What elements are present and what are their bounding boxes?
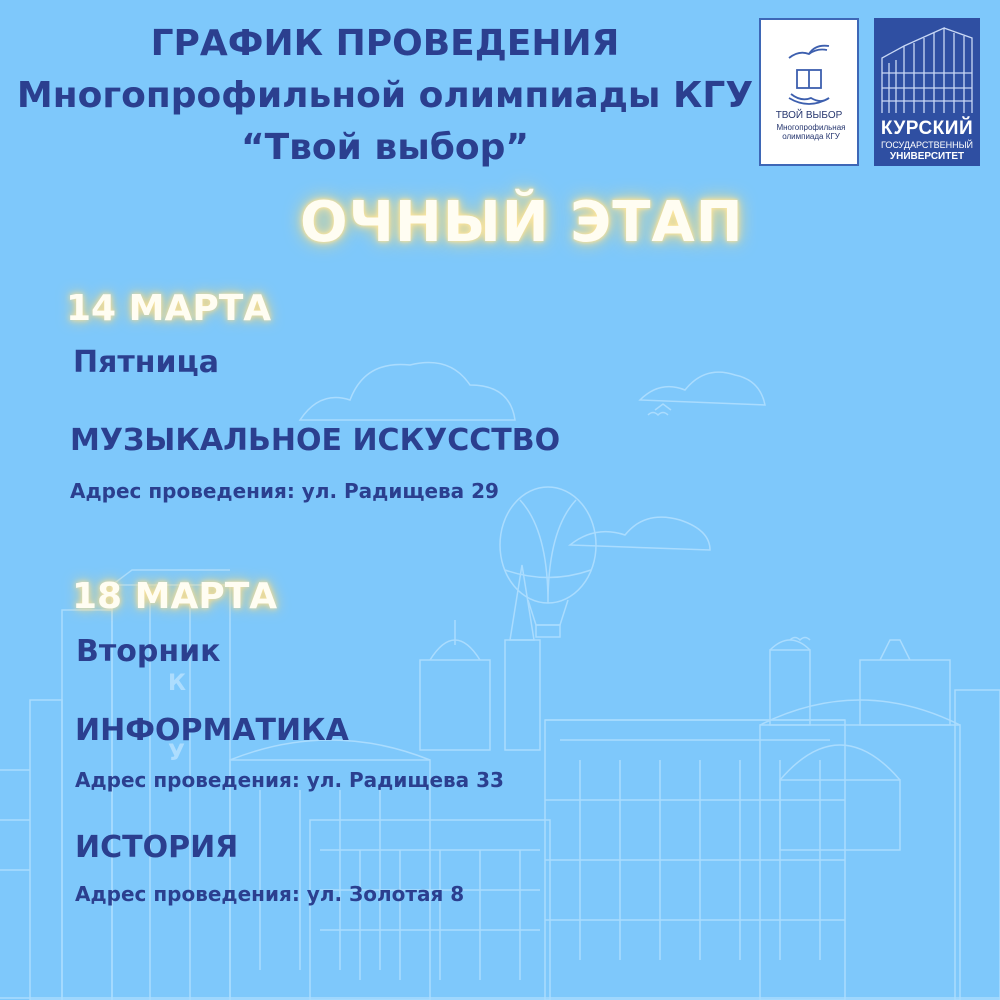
event-address: Адрес проведения: ул. Радищева 33 xyxy=(75,768,504,792)
event-address: Адрес проведения: ул. Радищева 29 xyxy=(70,479,499,503)
page-title-line-1: ГРАФИК ПРОВЕДЕНИЯ xyxy=(150,23,620,64)
event-subject: ИСТОРИЯ xyxy=(75,830,239,865)
university-building-icon xyxy=(874,18,980,118)
schedule-date: 18 МАРТА xyxy=(72,576,278,617)
city-building-letter: У xyxy=(168,741,185,766)
page-title-line-2: Многопрофильной олимпиады КГУ xyxy=(16,75,754,116)
schedule-date: 14 МАРТА xyxy=(66,288,272,329)
city-building-letter: К xyxy=(168,671,186,696)
stage-heading: ОЧНЫЙ ЭТАП xyxy=(300,190,744,255)
schedule-weekday: Пятница xyxy=(73,345,219,380)
olympiad-logo xyxy=(759,18,859,166)
olympiad-logo-name: ТВОЙ ВЫБОР xyxy=(775,110,843,121)
event-address: Адрес проведения: ул. Золотая 8 xyxy=(75,882,465,906)
event-subject: ИНФОРМАТИКА xyxy=(75,713,349,748)
university-logo-name: КУРСКИЙ xyxy=(880,118,974,139)
university-logo xyxy=(874,18,980,166)
page-title-line-3: “Твой выбор” xyxy=(240,127,530,168)
university-logo-subtitle-1: ГОСУДАРСТВЕННЫЙ xyxy=(880,140,974,150)
schedule-weekday: Вторник xyxy=(76,634,221,669)
olympiad-logo-subtitle: Многопрофильная олимпиада КГУ xyxy=(776,123,846,141)
university-logo-subtitle-2: УНИВЕРСИТЕТ xyxy=(889,151,965,162)
event-subject: МУЗЫКАЛЬНОЕ ИСКУССТВО xyxy=(70,423,561,458)
hands-book-icon xyxy=(761,28,857,118)
